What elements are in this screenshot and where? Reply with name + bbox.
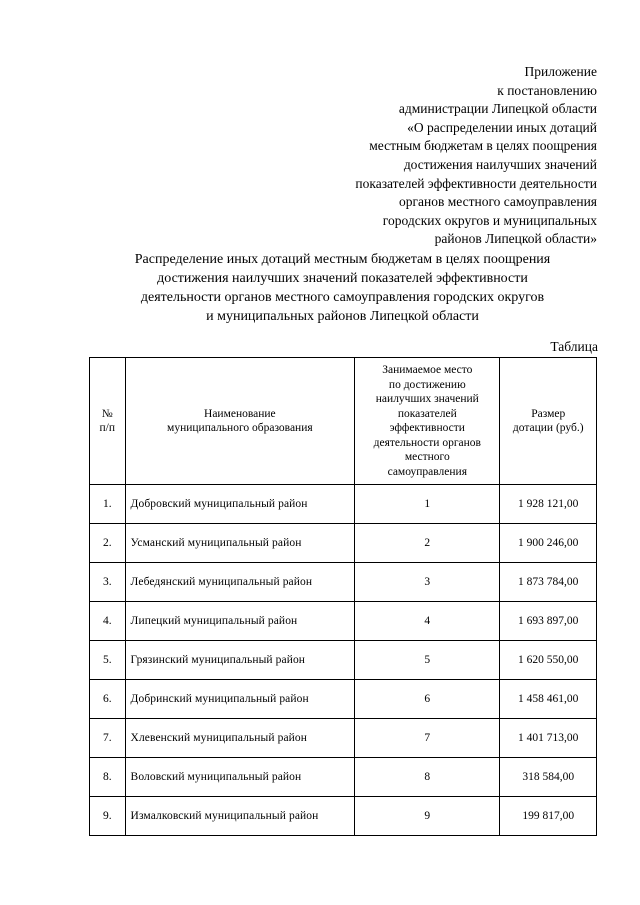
header-name <box>125 358 355 485</box>
appendix-block <box>267 63 597 249</box>
header-place <box>355 358 500 485</box>
row-amount: 1 458 461,00 <box>500 680 597 719</box>
table-row <box>90 680 597 719</box>
table-row <box>90 524 597 563</box>
header-text: самоуправления <box>387 465 467 478</box>
row-name: Хлевенский муниципальный район <box>125 719 355 758</box>
row-amount: 1 928 121,00 <box>500 485 597 524</box>
row-num: 8. <box>90 758 126 797</box>
header-text: п/п <box>99 422 116 434</box>
row-place: 3 <box>355 563 500 602</box>
distribution-table <box>89 357 597 836</box>
header-text: Наименование <box>204 407 276 420</box>
row-num: 6. <box>90 680 126 719</box>
table-row <box>90 719 597 758</box>
row-num: 9. <box>90 797 126 836</box>
appendix-line: органов местного самоуправления <box>398 194 597 210</box>
header-text: муниципального образования <box>167 422 313 434</box>
appendix-line: показателей эффективности деятельности <box>355 175 597 191</box>
table-header-row <box>90 358 597 485</box>
row-name: Добровский муниципальный район <box>125 485 355 524</box>
row-num: 3. <box>90 563 126 602</box>
row-amount: 199 817,00 <box>500 797 597 836</box>
row-place: 1 <box>355 485 500 524</box>
table-row <box>90 485 597 524</box>
header-text: показателей <box>397 407 457 420</box>
header-text: по достижению <box>388 378 466 391</box>
row-num: 1. <box>90 485 126 524</box>
appendix-line: к постановлению <box>497 82 597 98</box>
table-row <box>90 602 597 641</box>
table-row <box>90 641 597 680</box>
table-row <box>90 563 597 602</box>
header-text: эффективности <box>389 422 465 434</box>
appendix-line: районов Липецкой области» <box>434 231 597 247</box>
row-name: Липецкий муниципальный район <box>125 602 355 641</box>
header-text: Занимаемое место <box>382 364 473 376</box>
row-amount: 1 900 246,00 <box>500 524 597 563</box>
header-text: местного <box>404 451 450 463</box>
title-line: и муниципальных районов Липецкой области <box>206 309 479 324</box>
appendix-line: достижения наилучших значений <box>403 156 597 172</box>
row-place: 9 <box>355 797 500 836</box>
row-name: Грязинский муниципальный район <box>125 641 355 680</box>
row-place: 4 <box>355 602 500 641</box>
header-text: деятельности органов <box>373 436 481 449</box>
row-place: 2 <box>355 524 500 563</box>
appendix-line: администрации Липецкой области <box>398 101 597 117</box>
row-place: 5 <box>355 641 500 680</box>
row-num: 2. <box>90 524 126 563</box>
title-line: Распределение иных дотаций местным бюджетам в целях поощрения <box>134 252 551 267</box>
row-amount: 1 873 784,00 <box>500 563 597 602</box>
row-amount: 1 620 550,00 <box>500 641 597 680</box>
row-name: Усманский муниципальный район <box>125 524 355 563</box>
row-amount: 1 401 713,00 <box>500 719 597 758</box>
row-name: Воловский муниципальный район <box>125 758 355 797</box>
document-title <box>80 250 605 326</box>
header-text: Размер <box>531 407 566 420</box>
row-amount: 1 693 897,00 <box>500 602 597 641</box>
row-num: 5. <box>90 641 126 680</box>
appendix-line: Приложение <box>524 64 597 79</box>
appendix-line: городских округов и муниципальных <box>382 212 597 228</box>
title-line: достижения наилучших значений показателей эффективности <box>157 271 528 286</box>
row-name: Измалковский муниципальный район <box>125 797 355 836</box>
title-line: деятельности органов местного самоуправления городских округов <box>140 290 545 305</box>
row-place: 7 <box>355 719 500 758</box>
header-text: дотации (руб.) <box>512 422 584 434</box>
row-place: 8 <box>355 758 500 797</box>
row-amount: 318 584,00 <box>500 758 597 797</box>
row-place: 6 <box>355 680 500 719</box>
row-name: Лебедянский муниципальный район <box>125 563 355 602</box>
header-text: наилучших значений <box>375 393 479 405</box>
row-num: 4. <box>90 602 126 641</box>
row-name: Добринский муниципальный район <box>125 680 355 719</box>
appendix-line: «О распределении иных дотаций <box>407 119 597 135</box>
header-text: № <box>101 407 113 420</box>
header-amount <box>500 358 597 485</box>
row-num: 7. <box>90 719 126 758</box>
table-row <box>90 797 597 836</box>
table-row <box>90 758 597 797</box>
header-num <box>90 358 126 485</box>
table-caption: Таблица <box>550 339 598 354</box>
appendix-line: местным бюджетам в целях поощрения <box>369 138 597 154</box>
